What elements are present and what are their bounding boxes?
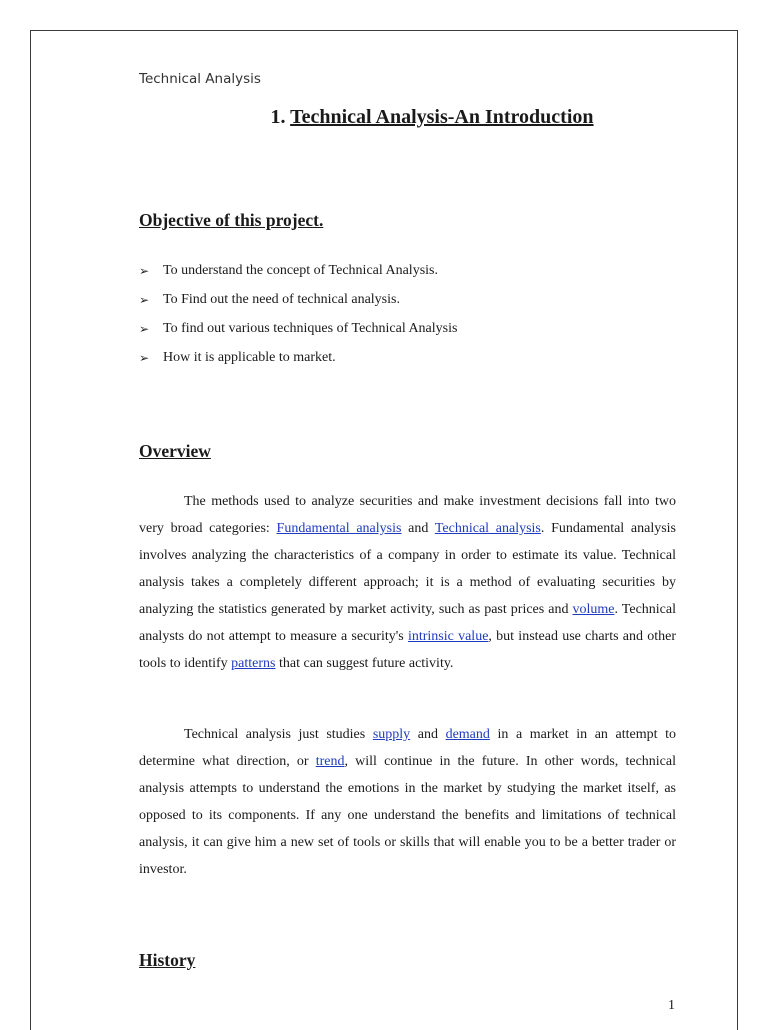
title-number: 1.	[270, 106, 286, 128]
arrow-bullet-icon: ➢	[139, 293, 150, 307]
overview-heading: Overview	[139, 441, 211, 461]
arrow-bullet-icon: ➢	[139, 264, 150, 278]
list-item: ➢ To find out various techniques of Technical Analysis	[139, 321, 458, 336]
overview-paragraph-1: The methods used to analyze securities and make investment decisions fall into two very broad categories: Fundamental analysis and Technical analysis. Fundamental analysis involves analyzing the characteristics of a company in order to estimate its value. Technical analysis takes a completely different approach; it is a method of evaluating securities by analyzing the statistics generated by market activity, such as past prices and volume. Technical analysts do not attempt to measure a security's intrinsic value, but instead use charts and other tools to identify patterns that can suggest future activity.	[139, 494, 677, 671]
link-demand[interactable]: demand	[445, 727, 490, 742]
document-title	[0, 106, 768, 129]
link-trend[interactable]: trend	[315, 754, 345, 769]
objectives-list	[139, 263, 457, 379]
title-text: Technical Analysis-An Introduction	[290, 106, 594, 128]
arrow-bullet-icon: ➢	[139, 322, 150, 336]
objective-heading: Objective of this project.	[139, 210, 324, 230]
list-item: ➢ To Find out the need of technical analysis.	[139, 292, 400, 307]
link-supply[interactable]: supply	[372, 727, 411, 742]
running-header: Technical Analysis	[139, 71, 261, 87]
link-volume[interactable]: volume	[572, 602, 615, 617]
link-fundamental-analysis[interactable]: Fundamental analysis	[276, 521, 402, 536]
page-number: 1	[668, 998, 675, 1013]
overview-paragraph-2: Technical analysis just studies supply and demand in a market in an attempt to determine what direction, or trend, will continue in the future. In other words, technical analysis attempts to understand the emotions in the market by studying the market itself, as opposed to its components. If any one understand the benefits and limitations of technical analysis, it can give him a new set of tools or skills that will enable you to be a better trader or investor.	[139, 727, 676, 877]
history-heading: History	[139, 950, 196, 970]
list-item: ➢ To understand the concept of Technical Analysis.	[139, 263, 438, 278]
list-item: ➢ How it is applicable to market.	[139, 350, 336, 365]
link-technical-analysis[interactable]: Technical analysis	[434, 521, 541, 536]
arrow-bullet-icon: ➢	[139, 351, 150, 365]
link-patterns[interactable]: patterns	[231, 656, 276, 671]
link-intrinsic-value[interactable]: intrinsic value	[407, 629, 489, 644]
